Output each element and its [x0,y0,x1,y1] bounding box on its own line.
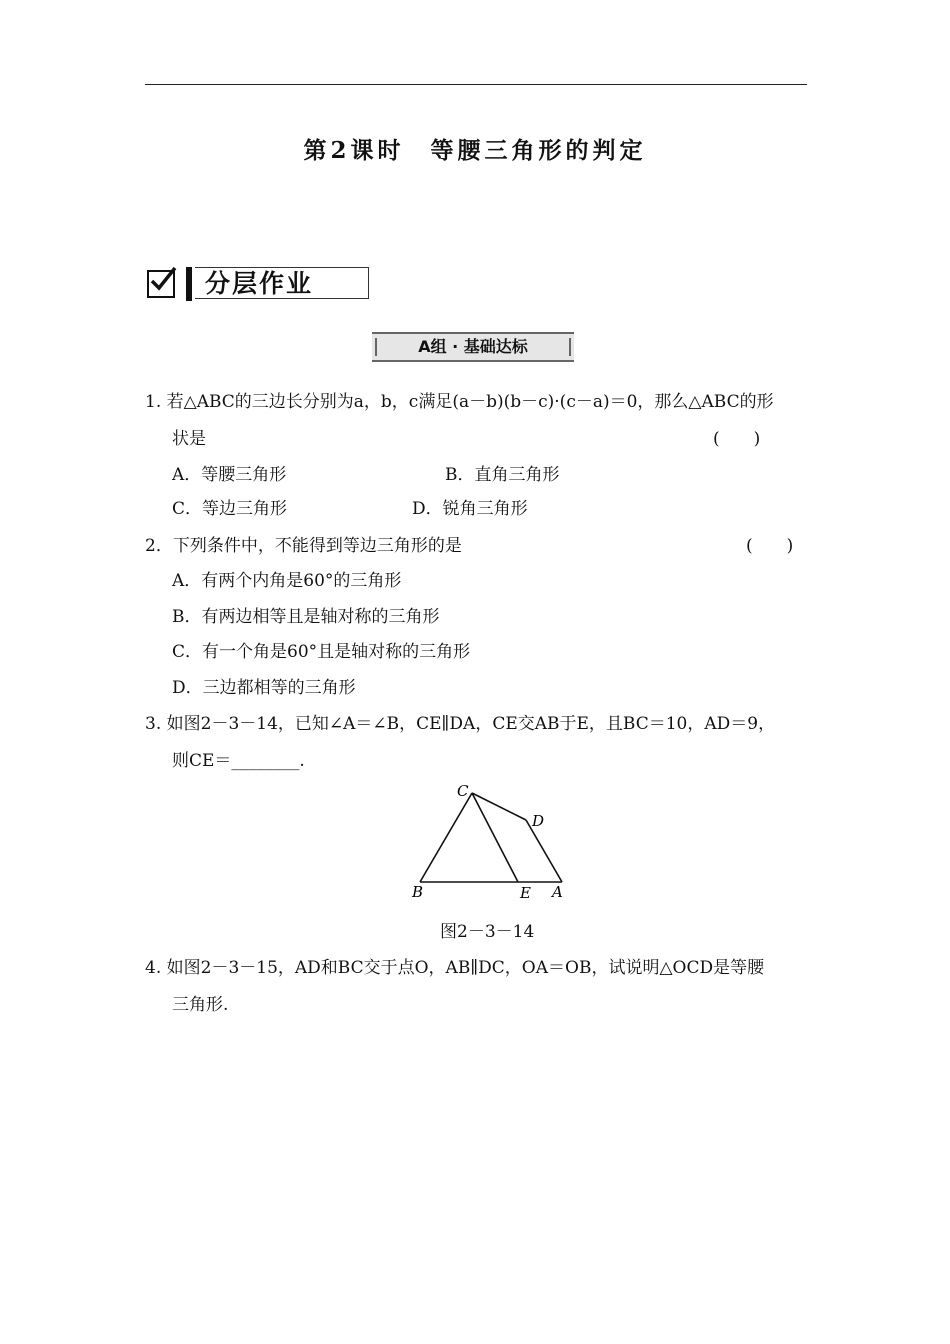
q1-answer-paren: ( ) [713,429,761,449]
q2-option-d: D．三边都相等的三角形 [172,678,356,698]
q2-option-b: B．有两边相等且是轴对称的三角形 [172,607,440,627]
q1-option-c: C．等边三角形 [172,499,288,519]
label-b: B [412,883,424,901]
section-bar [186,267,192,301]
section-heading: 分层作业 [195,267,369,299]
q2-answer-paren: ( ) [746,536,794,556]
segment-ce [472,793,518,882]
q1-option-a: A．等腰三角形 [172,465,287,485]
q1-stem-line2: 状是 [172,429,206,449]
q1-stem-line1: 1. 若△ABC的三边长分别为a，b，c满足(a－b)(b－c)·(c－a)＝0，那么△ABC的形 [145,392,774,412]
checkbox-icon [147,270,175,298]
segment-cd [472,793,526,820]
q1-option-b: B．直角三角形 [445,465,560,485]
q2-option-c: C．有一个角是60°且是轴对称的三角形 [172,642,471,662]
label-e: E [520,884,531,902]
label-d: D [532,812,545,830]
q2-stem: 2．下列条件中，不能得到等边三角形的是 [145,536,462,556]
page-title [0,132,950,165]
q2-option-a: A．有两个内角是60°的三角形 [172,571,402,591]
header-rule [145,84,807,85]
label-c: C [457,782,469,800]
q4-stem-line2: 三角形. [172,995,229,1015]
figure-caption: 图2－3－14 [440,922,535,942]
title-lesson: 第2课时 [303,137,405,164]
segment-bc [420,793,472,882]
q4-stem-line1: 4. 如图2－3－15，AD和BC交于点O，AB∥DC，OA＝OB，试说明△OCD是等腰 [145,958,765,978]
group-tag: A组 · 基础达标 [372,332,574,362]
figure-2-3-14 [400,778,580,908]
title-topic: 等腰三角形的判定 [430,137,647,164]
q3-stem-line2: 则CE＝________. [172,751,305,771]
q3-stem-line1: 3. 如图2－3－14，已知∠A＝∠B，CE∥DA，CE交AB于E，且BC＝10，AD＝9， [145,714,776,734]
q1-option-d: D．锐角三角形 [412,499,528,519]
label-a: A [552,883,563,901]
